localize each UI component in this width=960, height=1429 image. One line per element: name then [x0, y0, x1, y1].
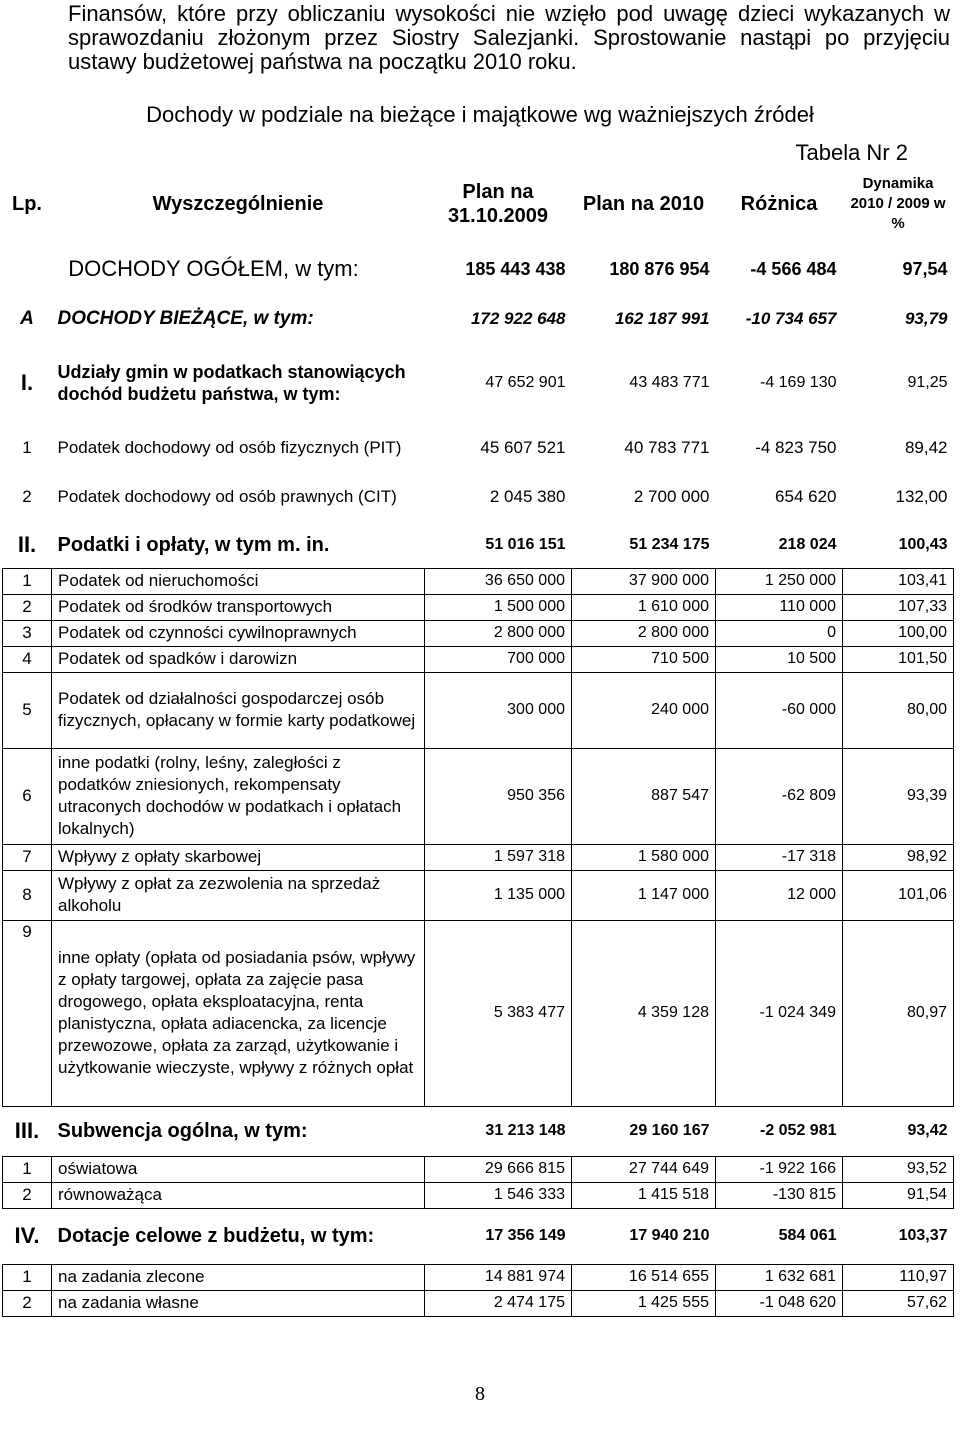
section-iii-label: Subwencja ogólna, w tym:: [57, 1120, 308, 1142]
section-ii-plan-2009: 51 016 151: [485, 535, 566, 553]
table-row: [3, 620, 954, 646]
row-plan-2009: 14 881 974: [425, 1264, 572, 1290]
intro-paragraph: Finansów, które przy obliczaniu wysokości nie wzięło pod uwagę dzieci wykazanych w sprawozdaniu złożonym przez Siostry Salezjanki. Sprostowanie nastąpi po przyjęciu ustawy budżetowej państwa na początku 2010 roku.: [68, 1, 950, 74]
table-row: [3, 594, 954, 620]
section-a-plan-2009: 172 922 648: [470, 309, 566, 328]
section-a-lp: A: [20, 308, 34, 329]
row-roznica: -130 815: [716, 1182, 843, 1208]
table-row: [3, 844, 954, 870]
row-label: Podatek od środków transportowych: [52, 594, 425, 620]
section-iv-plan-2010: 17 940 210: [629, 1227, 710, 1244]
row-lp: 7: [3, 844, 52, 870]
row-lp: 2: [22, 487, 32, 506]
row-lp: 2: [3, 594, 52, 620]
section-iii-plan-2009: 31 213 148: [485, 1122, 566, 1139]
row-dynamika: 91,54: [843, 1182, 954, 1208]
section-i-roznica: -4 169 130: [759, 374, 837, 391]
row-roznica: -62 809: [716, 748, 843, 844]
section-i-plan-2009: 47 652 901: [485, 374, 566, 391]
row-plan-2009: 45 607 521: [480, 438, 566, 457]
row-lp: 6: [3, 748, 52, 844]
total-row: [3, 242, 954, 296]
row-plan-2009: 5 383 477: [425, 920, 572, 1106]
row-roznica: 654 620: [775, 487, 837, 506]
total-roznica: -4 566 484: [750, 259, 837, 279]
section-i-plan-2010: 43 483 771: [629, 374, 710, 391]
page-number: 8: [475, 1383, 485, 1405]
row-plan-2009: 29 666 815: [425, 1156, 572, 1182]
row-plan-2010: 1 147 000: [572, 870, 716, 920]
header-plan-2010: Plan na 2010: [582, 193, 705, 215]
row-plan-2010: 1 610 000: [572, 594, 716, 620]
section-i-row: [3, 342, 954, 424]
section-iii-roznica: -2 052 981: [759, 1122, 837, 1139]
row-label: Wpływy z opłaty skarbowej: [52, 844, 425, 870]
row-lp: 1: [22, 438, 32, 457]
table-row: [3, 748, 954, 844]
row-lp: 1: [3, 1156, 52, 1182]
table-row: [3, 672, 954, 748]
row-dynamika: 80,00: [843, 672, 954, 748]
row-roznica: -4 823 750: [755, 438, 837, 457]
row-lp: 1: [3, 568, 52, 594]
row-label: na zadania zlecone: [52, 1264, 425, 1290]
row-plan-2009: 2 045 380: [489, 487, 566, 506]
table-row: [3, 1182, 954, 1208]
section-ii-roznica: 218 024: [778, 535, 837, 553]
row-label: Podatek od spadków i darowizn: [52, 646, 425, 672]
row-roznica: -17 318: [716, 844, 843, 870]
table-row: [3, 1264, 954, 1290]
table-row: [3, 424, 954, 472]
row-dynamika: 101,06: [843, 870, 954, 920]
row-roznica: -60 000: [716, 672, 843, 748]
section-ii-dynamika: 100,43: [898, 535, 948, 553]
table-row: [3, 646, 954, 672]
row-plan-2009: 950 356: [425, 748, 572, 844]
row-plan-2009: 2 800 000: [425, 620, 572, 646]
row-lp: 2: [3, 1182, 52, 1208]
header-dynamika: Dynamika 2010 / 2009 w %: [850, 175, 946, 232]
section-iii-plan-2010: 29 160 167: [629, 1122, 710, 1139]
row-roznica: -1 922 166: [716, 1156, 843, 1182]
row-roznica: 10 500: [716, 646, 843, 672]
row-dynamika: 107,33: [843, 594, 954, 620]
row-roznica: -1 024 349: [716, 920, 843, 1106]
row-label: Podatek dochodowy od osób prawnych (CIT): [57, 487, 397, 506]
table-heading: Dochody w podziale na bieżące i majątkowe wg ważniejszych źródeł: [146, 102, 814, 127]
row-label: inne opłaty (opłata od posiadania psów, wpływy z opłaty targowej, opłata za zajęcie pasa drogowego, opłata eksploatacyjna, renta planistyczna, opłata adiacencka, za licencje przewozowe, opłata za zarząd, użytkowanie i użytkowanie wieczyste, wpływy z różnych opłat: [52, 920, 425, 1106]
row-dynamika: 100,00: [843, 620, 954, 646]
row-plan-2010: 710 500: [572, 646, 716, 672]
row-label: Podatek od nieruchomości: [52, 568, 425, 594]
row-dynamika: 93,39: [843, 748, 954, 844]
header-roznica: Różnica: [740, 193, 818, 215]
row-label: na zadania własne: [52, 1290, 425, 1316]
row-plan-2010: 887 547: [572, 748, 716, 844]
section-iv-roznica: 584 061: [778, 1227, 837, 1244]
section-a-roznica: -10 734 657: [745, 309, 837, 328]
section-i-label: Udziały gmin w podatkach stanowiących dochód budżetu państwa, w tym:: [57, 362, 406, 404]
row-plan-2010: 1 580 000: [572, 844, 716, 870]
row-label: Podatek od czynności cywilnoprawnych: [52, 620, 425, 646]
table-row: [3, 870, 954, 920]
table-row: [3, 920, 954, 1106]
section-iii-lp: III.: [14, 1118, 40, 1143]
row-roznica: -1 048 620: [716, 1290, 843, 1316]
table-row: [3, 1290, 954, 1316]
row-lp: 8: [3, 870, 52, 920]
row-lp: 2: [3, 1290, 52, 1316]
header-row: [3, 166, 954, 242]
table-number: Tabela Nr 2: [795, 140, 908, 165]
row-plan-2009: 1 135 000: [425, 870, 572, 920]
row-dynamika: 110,97: [843, 1264, 954, 1290]
row-dynamika: 103,41: [843, 568, 954, 594]
row-label: inne podatki (rolny, leśny, zaległości z podatków zniesionych, rekompensaty utraconych dochodów w podatkach i opłatach lokalnych): [52, 748, 425, 844]
row-roznica: 110 000: [716, 594, 843, 620]
section-ii-lp: II.: [17, 531, 37, 557]
row-label: oświatowa: [52, 1156, 425, 1182]
row-plan-2010: 40 783 771: [624, 438, 710, 457]
row-plan-2009: 300 000: [425, 672, 572, 748]
section-iii-dynamika: 93,42: [907, 1122, 948, 1139]
row-plan-2010: 2 700 000: [633, 487, 710, 506]
row-plan-2010: 240 000: [572, 672, 716, 748]
row-label: Podatek od działalności gospodarczej osób fizycznych, opłacany w formie karty podatkowej: [52, 672, 425, 748]
row-dynamika: 89,42: [904, 438, 948, 457]
section-iv-plan-2009: 17 356 149: [485, 1227, 566, 1244]
row-dynamika: 101,50: [843, 646, 954, 672]
header-lp: Lp.: [12, 193, 42, 215]
header-plan-2009: Plan na 31.10.2009: [447, 181, 549, 227]
row-plan-2010: 4 359 128: [572, 920, 716, 1106]
section-a-plan-2010: 162 187 991: [614, 309, 710, 328]
section-iii-row: [3, 1106, 954, 1156]
row-lp: 9: [3, 920, 52, 1106]
row-plan-2010: 16 514 655: [572, 1264, 716, 1290]
table-row: [3, 472, 954, 522]
row-plan-2010: 1 425 555: [572, 1290, 716, 1316]
total-plan-2009: 185 443 438: [465, 259, 566, 279]
section-ii-label: Podatki i opłaty, w tym m. in.: [57, 533, 330, 556]
section-iv-lp: IV.: [14, 1223, 40, 1248]
row-plan-2010: 1 415 518: [572, 1182, 716, 1208]
row-plan-2009: 700 000: [425, 646, 572, 672]
revenue-table: [2, 166, 954, 1317]
row-plan-2009: 2 474 175: [425, 1290, 572, 1316]
row-roznica: 1 632 681: [716, 1264, 843, 1290]
row-roznica: 0: [716, 620, 843, 646]
section-a-dynamika: 93,79: [904, 309, 948, 328]
section-ii-row: [3, 522, 954, 568]
row-plan-2009: 1 597 318: [425, 844, 572, 870]
header-wyszczegolnienie: Wyszczególnienie: [152, 193, 324, 215]
total-label: DOCHODY OGÓŁEM, w tym:: [68, 256, 359, 281]
section-ii-plan-2010: 51 234 175: [629, 535, 710, 553]
row-dynamika: 98,92: [843, 844, 954, 870]
row-dynamika: 93,52: [843, 1156, 954, 1182]
section-iv-label: Dotacje celowe z budżetu, w tym:: [57, 1225, 375, 1247]
row-dynamika: 57,62: [843, 1290, 954, 1316]
row-roznica: 12 000: [716, 870, 843, 920]
section-a-label: DOCHODY BIEŻĄCE, w tym:: [57, 308, 314, 329]
row-plan-2009: 36 650 000: [425, 568, 572, 594]
row-dynamika: 132,00: [895, 487, 948, 506]
row-plan-2009: 1 500 000: [425, 594, 572, 620]
section-i-dynamika: 91,25: [907, 374, 948, 391]
row-lp: 3: [3, 620, 52, 646]
total-plan-2010: 180 876 954: [609, 259, 710, 279]
row-lp: 1: [3, 1264, 52, 1290]
total-dynamika: 97,54: [902, 259, 948, 279]
section-a-row: [3, 296, 954, 342]
row-label: Wpływy z opłat za zezwolenia na sprzedaż alkoholu: [52, 870, 425, 920]
table-row: [3, 1156, 954, 1182]
row-plan-2010: 2 800 000: [572, 620, 716, 646]
row-roznica: 1 250 000: [716, 568, 843, 594]
table-row: [3, 568, 954, 594]
row-label: równoważąca: [52, 1182, 425, 1208]
row-plan-2010: 27 744 649: [572, 1156, 716, 1182]
row-lp: 4: [3, 646, 52, 672]
section-i-lp: I.: [20, 370, 34, 395]
section-iv-row: [3, 1208, 954, 1264]
row-dynamika: 80,97: [843, 920, 954, 1106]
row-lp: 5: [3, 672, 52, 748]
row-plan-2009: 1 546 333: [425, 1182, 572, 1208]
row-plan-2010: 37 900 000: [572, 568, 716, 594]
section-iv-dynamika: 103,37: [898, 1227, 948, 1244]
row-label: Podatek dochodowy od osób fizycznych (PIT): [57, 438, 402, 457]
